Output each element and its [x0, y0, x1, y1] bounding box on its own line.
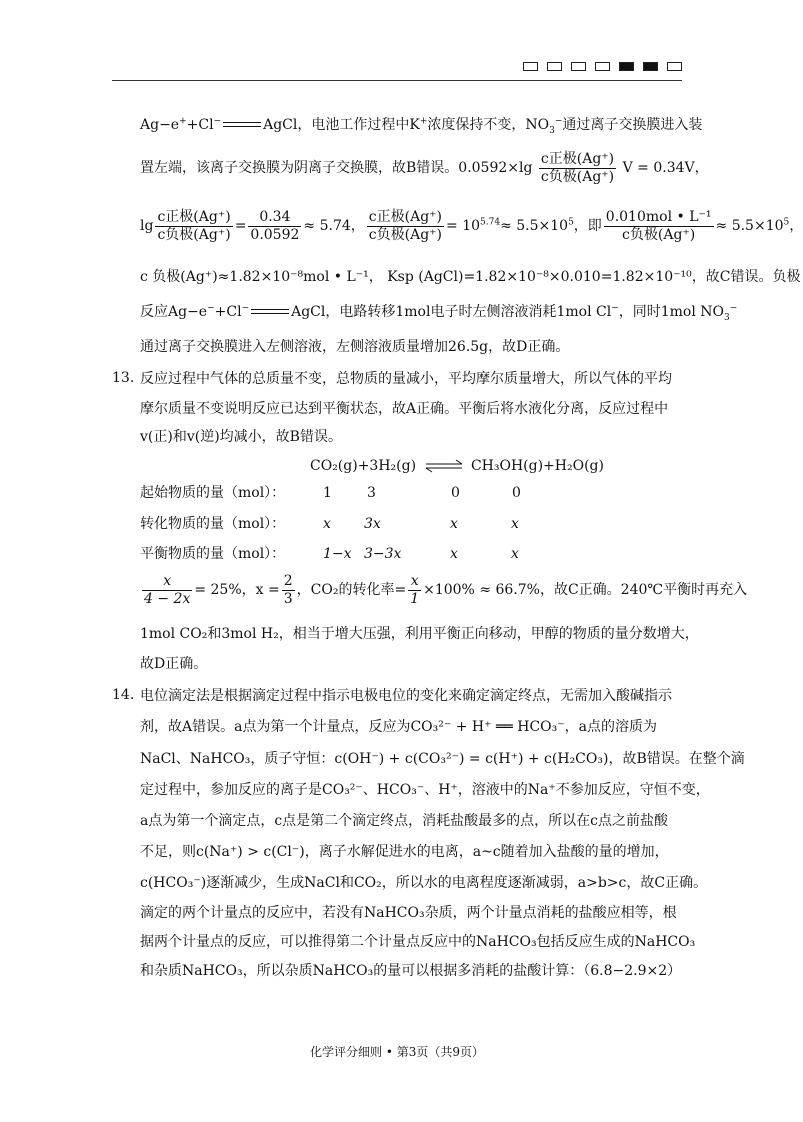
q12-line-5: 反应Ag−e−+Cl− AgCl，电路转移1mol电子时左侧溶液消耗1mol Cl−，同时1mol $NO_3^-$ [140, 303, 738, 323]
text: ≈ 5.5×10 [500, 218, 569, 234]
ice-cell: x [511, 516, 519, 532]
ice-row-label: 起始物质的量（mol）： [140, 485, 286, 501]
text: = [234, 218, 247, 234]
ice-cell: x [450, 546, 458, 562]
text: ≈ 5.5×10 [715, 218, 784, 234]
equation-left: CO₂(g)+3H₂(g) [310, 458, 417, 474]
equation-right: CH₃OH(g)+H₂O(g) [470, 458, 604, 474]
fraction-denominator: 3 [283, 590, 293, 607]
exponent: 5 [568, 217, 574, 228]
fraction-denominator: c负极(Ag⁺) [368, 226, 443, 243]
header-box [595, 62, 610, 71]
text: +Cl [186, 117, 214, 133]
header-rule [112, 80, 682, 81]
fraction [155, 209, 232, 244]
q14-line-5: a点为第一个滴定点，c点是第二个滴定终点，消耗盐酸最多的点，所以在c点之前盐酸 [140, 813, 669, 829]
fraction [282, 573, 295, 608]
text: 置左端，该离子交换膜为阴离子交换膜，故B错误。0.0592×lg [140, 160, 533, 176]
q13-line-4 [140, 572, 747, 608]
text: AgCl，电路转移1mol电子时左侧溶液消耗1mol Cl [291, 304, 612, 320]
fraction-numerator: c正极(Ag⁺) [540, 150, 615, 167]
exponent: 5 [783, 217, 790, 228]
q13-line-2: 摩尔质量不变说明反应已达到平衡状态，故A正确。平衡后将水液化分离，反应过程中 [140, 401, 669, 417]
text: ×100% ≈ 66.7%，故C正确。240℃平衡时再充入 [423, 582, 748, 598]
header-box [619, 62, 634, 71]
header-box [643, 62, 658, 71]
header-box [547, 62, 562, 71]
header-box [523, 62, 538, 71]
text: V = 0.34V， [622, 160, 709, 176]
q14-line-3: NaCl、NaHCO₃，质子守恒：c(OH⁻) + c(CO₃²⁻) = c(H⁺) + c(H₂CO₃)，故B错误。在整个滴 [140, 751, 745, 767]
text: = 10 [446, 218, 481, 234]
exponent: 5.74 [480, 217, 501, 228]
fraction [604, 209, 714, 244]
fraction-numerator: 0.34 [248, 209, 301, 227]
text: = 25%，x = [194, 582, 280, 598]
text: AgCl，电池工作过程中K [263, 117, 420, 133]
question-number: 13. [112, 370, 135, 386]
q14-line-2: 剂，故A错误。a点为第一个计量点，反应为CO₃²⁻ + H⁺ ══ HCO₃⁻，a点的溶质为 [140, 719, 657, 735]
ice-row-label: 转化物质的量（mol）： [140, 516, 286, 532]
q13-line-3: v(正)和v(逆)均减小，故B错误。 [140, 429, 342, 445]
text: 反应Ag−e [140, 304, 208, 320]
q14-line-7: c(HCO₃⁻)逐渐减少，生成NaCl和CO₂，所以水的电离程度逐渐减弱，a>b>c，故C正确。 [140, 875, 708, 891]
fraction-denominator: c负极(Ag⁺) [622, 226, 696, 243]
text: ， [789, 218, 803, 234]
fraction [248, 209, 301, 244]
text: 通过离子交换膜进入装 [562, 117, 703, 133]
q14-line-4: 定过程中，参加反应的离子是CO₃²⁻、HCO₃⁻、H⁺，溶液中的Na⁺不参加反应，守恒不变， [140, 782, 710, 798]
question-number: 14. [112, 687, 135, 703]
ice-cell: x [511, 546, 519, 562]
fraction-denominator: c负极(Ag⁺) [157, 226, 231, 243]
ice-cell: 0 [451, 485, 460, 501]
ice-cell: 0 [512, 485, 521, 501]
text: lg [140, 218, 154, 234]
fraction-denominator: c负极(Ag⁺) [540, 168, 615, 185]
text: ，CO₂的转化率= [296, 582, 407, 598]
ice-cell: 3x [364, 516, 381, 532]
q12-line-1: Ag−e++Cl− AgCl，电池工作过程中K+浓度保持不变，$NO_3^-$通过离子交换膜进入装 [140, 116, 703, 136]
ice-cell: 3 [367, 485, 376, 501]
header-box [667, 62, 682, 71]
fraction-numerator: 0.010mol • L⁻¹ [605, 208, 712, 225]
fraction [408, 573, 421, 608]
header-box [571, 62, 586, 71]
header-box-pattern [523, 62, 682, 71]
text: ，即 [573, 218, 602, 234]
fraction-denominator: 1 [410, 590, 420, 607]
q14-line-10: 和杂质NaHCO₃，所以杂质NaHCO₃的量可以根据多消耗的盐酸计算：（6.8−2.9×2） [140, 963, 682, 979]
equals-bar-icon [251, 309, 289, 315]
fraction [367, 209, 444, 244]
q14-line-6: 不足，则c(Na⁺) > c(Cl⁻)，离子水解促进水的电离，a~c随着加入盐酸的量的增加， [140, 844, 669, 860]
ice-cell: 3−3x [364, 546, 402, 562]
q12-line-6: 通过离子交换膜进入左侧溶液，左侧溶液质量增加26.5g，故D正确。 [140, 339, 570, 355]
ice-cell: 1 [323, 485, 332, 501]
text: 浓度保持不变，NO [427, 117, 550, 133]
q12-line-2 [140, 150, 709, 186]
text: ，同时1mol NO [618, 304, 725, 320]
fraction-numerator: c正极(Ag⁺) [368, 208, 443, 225]
q14-line-9: 据两个计量点的反应，可以推得第二个计量点反应中的NaHCO₃包括反应生成的NaHCO₃ [140, 934, 696, 950]
ice-cell: x [323, 516, 331, 532]
fraction-numerator: c正极(Ag⁺) [157, 208, 231, 225]
page-footer: 化学评分细则 • 第3页（共9页） [310, 1045, 484, 1059]
ice-cell: 1−x [323, 546, 352, 562]
fraction-numerator: 2 [283, 572, 293, 589]
q13-line-6: 故D正确。 [140, 656, 208, 672]
fraction-numerator: x [142, 573, 192, 591]
q13-line-1: 反应过程中气体的总质量不变，总物质的量减小，平均摩尔质量增大，所以气体的平均 [140, 371, 672, 387]
fraction-denominator: 4 − 2x [144, 590, 191, 607]
text: Ag−e [140, 117, 180, 133]
fraction-denominator: 0.0592 [250, 226, 300, 243]
q12-line-4: c 负极(Ag⁺)≈1.82×10⁻⁸mol • L⁻¹， Ksp (AgCl)=1.82×10⁻⁸×0.010=1.82×10⁻¹⁰，故C错误。负极 [140, 269, 801, 285]
fraction [142, 573, 192, 608]
q12-line-3 [140, 208, 803, 244]
q14-line-8: 滴定的两个计量点的反应中，若没有NaHCO₃杂质，两个计量点消耗的盐酸应相等，根 [140, 905, 677, 921]
ice-cell: x [450, 516, 458, 532]
equals-bar-icon [223, 122, 261, 128]
equilibrium-arrow-icon [424, 460, 464, 472]
ice-row-label: 平衡物质的量（mol）： [140, 546, 286, 562]
fraction-numerator: x [408, 573, 421, 591]
q13-equation [310, 457, 604, 475]
q14-line-1: 电位滴定法是根据滴定过程中指示电极电位的变化来确定滴定终点，无需加入酸碱指示 [140, 688, 672, 704]
fraction [539, 151, 616, 186]
text: +Cl [214, 304, 242, 320]
q13-line-5: 1mol CO₂和3mol H₂，相当于增大压强，利用平衡正向移动，甲醇的物质的量分数增大， [140, 626, 699, 642]
text: ≈ 5.74， [303, 218, 365, 234]
